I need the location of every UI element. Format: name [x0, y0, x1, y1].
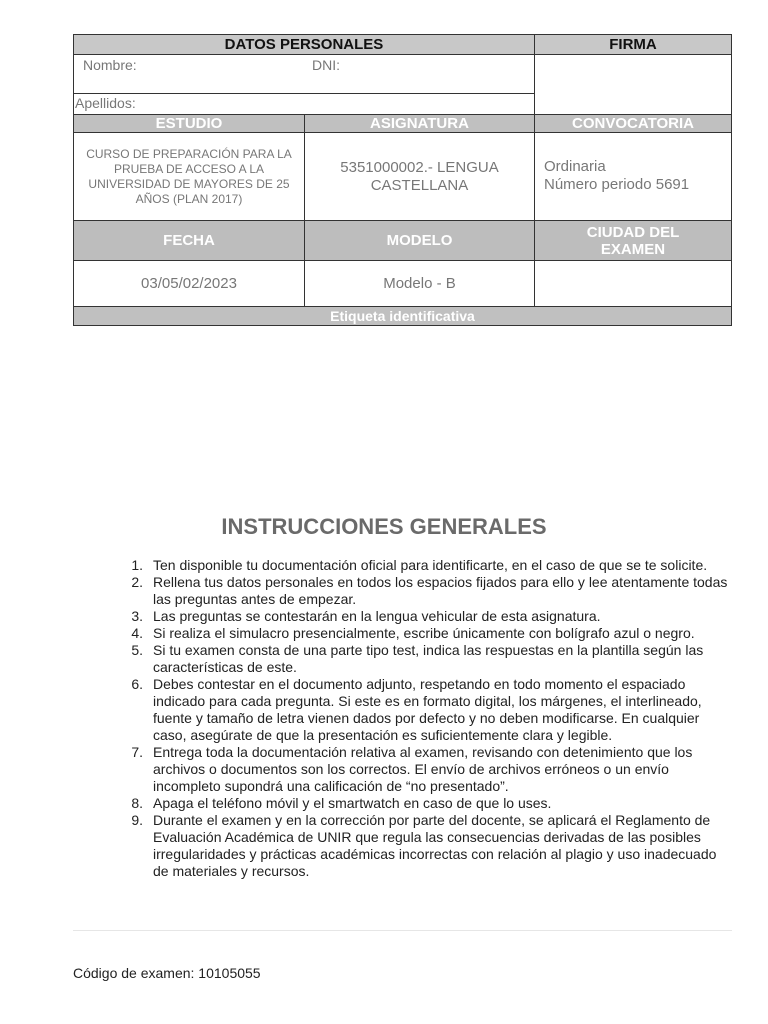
subject-header: ASIGNATURA	[305, 115, 535, 133]
personal-data-header: DATOS PERSONALES	[74, 35, 535, 55]
call-type: Ordinaria	[544, 158, 606, 175]
study-header: ESTUDIO	[74, 115, 305, 133]
list-item	[110, 625, 730, 642]
instructions-title: INSTRUCCIONES GENERALES	[221, 514, 547, 539]
item-text: Debes contestar en el documento adjunto, respetando en todo momento el espaciado indicado para cada pregunta. Si este es en formato digital, los márgenes, el interlineado, fuente y tamaño de letra vienen dados por defecto y no deben modificarse. En cualquier caso, asegúrate de que la presentación es suficientemente clara y legible.	[153, 676, 702, 743]
item-text: Durante el examen y en la corrección por parte del docente, se aplicará el Reglamento de Evaluación Académica de UNIR que regula las consecuencias derivadas de las posibles irregularidades y prácticas académicas incorrectas con relación al plagio y uso inadecuado de materiales y recursos.	[153, 812, 717, 879]
personal-data-row	[74, 55, 731, 115]
list-item	[110, 608, 730, 625]
list-item	[110, 812, 730, 880]
id-label-bar: Etiqueta identificativa	[74, 306, 731, 325]
item-number: 6.	[131, 676, 143, 692]
surname-label: Apellidos:	[75, 95, 136, 111]
instructions-list	[110, 557, 730, 880]
item-number: 2.	[131, 574, 143, 590]
study-value: CURSO DE PREPARACIÓN PARA LA PRUEBA DE ACCESO A LA UNIVERSIDAD DE MAYORES DE 25 AÑOS (PLAN 2017)	[74, 133, 305, 220]
list-item	[110, 744, 730, 795]
item-text: Entrega toda la documentación relativa al examen, revisando con detenimiento que los archivos o documentos son los correctos. El envío de archivos erróneos o un envío incompleto supondrá una calificación de “no presentado”.	[153, 744, 693, 794]
item-number: 5.	[131, 642, 143, 658]
call-header: CONVOCATORIA	[535, 115, 731, 133]
item-number: 1.	[131, 557, 143, 573]
item-text: Rellena tus datos personales en todos los espacios fijados para ello y lee atentamente todas las preguntas antes de empezar.	[153, 574, 728, 607]
list-item	[110, 557, 730, 574]
surname-line[interactable]	[74, 94, 534, 114]
list-item	[110, 574, 730, 608]
call-period: Número periodo 5691	[544, 176, 690, 193]
item-text: Si tu examen consta de una parte tipo test, indica las respuestas en la plantilla según las características de este.	[153, 642, 704, 675]
subject-value: 5351000002.- LENGUA CASTELLANA	[305, 133, 535, 220]
study-values-row	[74, 133, 731, 221]
model-value: Modelo - B	[305, 261, 535, 306]
personal-data-header-row	[74, 35, 731, 55]
item-text: Las preguntas se contestarán en la lengua vehicular de esta asignatura.	[153, 608, 601, 624]
name-dni-line[interactable]	[74, 55, 534, 94]
name-label: Nombre:	[83, 57, 137, 73]
list-item	[110, 676, 730, 744]
date-header-row	[74, 221, 731, 261]
model-header: MODELO	[305, 221, 535, 261]
exam-header-form	[73, 34, 732, 326]
date-value: 03/05/02/2023	[74, 261, 305, 306]
call-value	[535, 133, 731, 220]
footer-divider	[73, 930, 732, 931]
list-item	[110, 795, 730, 812]
date-values-row	[74, 261, 731, 306]
city-header: CIUDAD DEL EXAMEN	[535, 221, 731, 261]
city-value[interactable]	[535, 261, 731, 306]
dni-label: DNI:	[312, 57, 340, 73]
signature-header: FIRMA	[535, 35, 731, 55]
signature-field[interactable]	[535, 55, 731, 114]
item-number: 3.	[131, 608, 143, 624]
date-header: FECHA	[74, 221, 305, 261]
item-number: 4.	[131, 625, 143, 641]
item-number: 7.	[131, 744, 143, 760]
exam-code: Código de examen: 10105055	[73, 965, 261, 981]
item-text: Apaga el teléfono móvil y el smartwatch en caso de que lo uses.	[153, 795, 552, 811]
item-number: 8.	[131, 795, 143, 811]
list-item	[110, 642, 730, 676]
item-text: Ten disponible tu documentación oficial para identificarte, en el caso de que se te solicite.	[153, 557, 708, 573]
item-number: 9.	[131, 812, 143, 828]
study-header-row	[74, 115, 731, 133]
item-text: Si realiza el simulacro presencialmente, escribe únicamente con bolígrafo azul o negro.	[153, 625, 695, 641]
personal-data-fields	[74, 55, 535, 114]
